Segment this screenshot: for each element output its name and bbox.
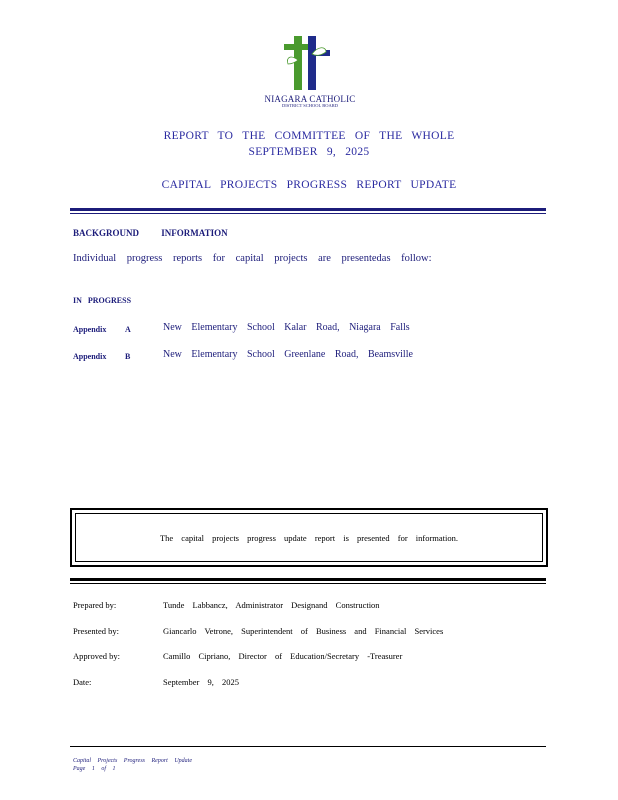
presented-by-label: Presented by: (73, 626, 120, 636)
header-rule-thin (70, 213, 546, 214)
header-rule-thick (70, 208, 546, 211)
footer-rule (70, 746, 546, 747)
background-text: Individual progress reports for capital projects are presentedas follow: (73, 253, 432, 264)
appendix-b-letter: B (125, 352, 131, 361)
cross-leaf-icon (280, 34, 352, 94)
footer-title: Capital Projects Progress Report Update (73, 758, 192, 764)
background-heading: BACKGROUND INFORMATION (73, 228, 228, 238)
appendix-a-letter: A (125, 325, 131, 334)
approved-by-value: Camillo Cipriano, Director of Education/Secretary -Treasurer (163, 651, 403, 661)
approved-by-label: Approved by: (73, 651, 120, 661)
appendix-b-text: New Elementary School Greenlane Road, Beamsville (163, 349, 413, 360)
prepared-by-value: Tunde Labbancz, Administrator Designand Construction (163, 600, 380, 610)
recommendation-text: The capital projects progress update report is presented for information. (159, 532, 459, 543)
prepared-by-label: Prepared by: (73, 600, 117, 610)
footer-page: Page 1 of 1 (73, 766, 116, 772)
presented-by-value: Giancarlo Vetrone, Superintendent of Business and Financial Services (163, 626, 444, 636)
date-value: September 9, 2025 (163, 677, 239, 687)
date-label: Date: (73, 677, 92, 687)
report-subject: CAPITAL PROJECTS PROGRESS REPORT UPDATE (161, 179, 457, 191)
report-date: SEPTEMBER 9, 2025 (248, 146, 370, 158)
recommendation-box (70, 508, 548, 567)
appendix-a-text: New Elementary School Kalar Road, Niagara Falls (163, 322, 410, 333)
recommendation-inner (75, 513, 543, 562)
report-title: REPORT TO THE COMMITTEE OF THE WHOLE (163, 130, 455, 142)
appendix-a-label: Appendix (73, 325, 107, 334)
logo-subtitle: DISTRICT SCHOOL BOARD (281, 103, 338, 108)
signoff-rule-thin (70, 583, 546, 584)
signoff-rule-thick (70, 578, 546, 581)
appendix-b-label: Appendix (73, 352, 107, 361)
logo-name: NIAGARA CATHOLIC (264, 94, 356, 104)
in-progress-heading: IN PROGRESS (73, 296, 132, 305)
